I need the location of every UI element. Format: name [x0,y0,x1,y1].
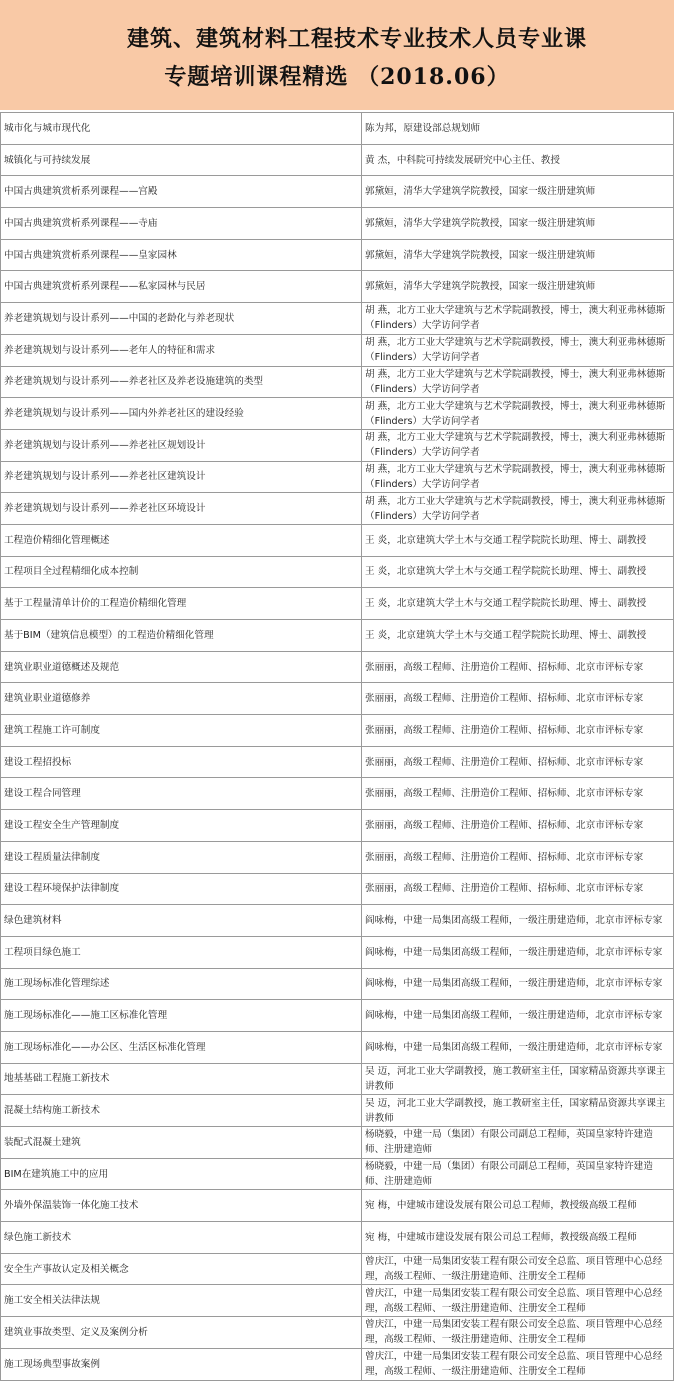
table-row [1,366,674,398]
course-name-cell: 工程项目全过程精细化成本控制 [1,556,362,588]
lecturer-text: 吴 迈，河北工业大学副教授，施工教研室主任，国家精品资源共享课主讲教师 [365,1097,666,1124]
table-row [1,683,674,715]
lecturer-cell [362,1031,674,1063]
lecturer-cell [362,968,674,1000]
lecturer-cell [362,493,674,525]
table-row [1,588,674,620]
lecturer-text: 张丽丽，高级工程师、注册造价工程师、招标师、北京市评标专家 [365,788,644,800]
lecturer-cell [362,936,674,968]
lecturer-cell [362,113,674,145]
table-row [1,968,674,1000]
lecturer-cell [362,1127,674,1159]
table-row [1,144,674,176]
table-row [1,873,674,905]
lecturer-cell [362,1317,674,1349]
course-name-cell: 绿色施工新技术 [1,1222,362,1254]
lecturer-text: 阎咏梅，中建一局集团高级工程师，一级注册建造师，北京市评标专家 [365,946,663,958]
table-row [1,841,674,873]
table-row [1,1158,674,1190]
lecturer-text: 杨晓毅，中建一局（集团）有限公司副总工程师，英国皇家特许建造师、注册建造师 [365,1129,653,1156]
lecturer-cell [362,334,674,366]
lecturer-cell [362,1348,674,1380]
table-row [1,239,674,271]
table-row [1,113,674,145]
table-row [1,303,674,335]
lecturer-cell [362,1190,674,1222]
course-name-cell: 施工现场典型事故案例 [1,1348,362,1380]
lecturer-text: 张丽丽，高级工程师、注册造价工程师、招标师、北京市评标专家 [365,851,644,863]
lecturer-cell [362,1222,674,1254]
lecturer-text: 曾庆江，中建一局集团安装工程有限公司安全总监、项目管理中心总经理，高级工程师、一级注册建造师、注册安全工程师 [365,1351,663,1378]
course-name-cell: 城镇化与可持续发展 [1,144,362,176]
course-name-cell: 建设工程合同管理 [1,778,362,810]
table-row [1,524,674,556]
lecturer-text: 阎咏梅，中建一局集团高级工程师，一级注册建造师，北京市评标专家 [365,1010,663,1022]
lecturer-cell [362,303,674,335]
table-row [1,1348,674,1380]
lecturer-cell [362,366,674,398]
course-name-cell: 养老建筑规划与设计系列——养老社区规划设计 [1,429,362,461]
lecturer-cell [362,429,674,461]
lecturer-text: 胡 燕，北方工业大学建筑与艺术学院副教授，博士，澳大利亚弗林德斯（Flinders）大学访问学者 [365,337,666,364]
lecturer-text: 宛 梅，中建城市建设发展有限公司总工程师，教授级高级工程师 [365,1200,637,1212]
table-row [1,1063,674,1095]
course-name-cell: 基于工程量清单计价的工程造价精细化管理 [1,588,362,620]
lecturer-cell [362,841,674,873]
lecturer-text: 宛 梅，中建城市建设发展有限公司总工程师，教授级高级工程师 [365,1231,637,1243]
lecturer-text: 郭黛姮，清华大学建筑学院教授，国家一级注册建筑师 [365,281,596,293]
course-name-cell: 建筑工程施工许可制度 [1,715,362,747]
lecturer-cell [362,1253,674,1285]
lecturer-cell [362,461,674,493]
course-name-cell: 基于BIM（建筑信息模型）的工程造价精细化管理 [1,620,362,652]
course-name-cell: 中国古典建筑赏析系列课程——宫殿 [1,176,362,208]
lecturer-text: 胡 燕，北方工业大学建筑与艺术学院副教授，博士，澳大利亚弗林德斯（Flinders）大学访问学者 [365,368,666,395]
course-name-cell: 建设工程质量法律制度 [1,841,362,873]
table-row [1,1317,674,1349]
course-name-cell: 安全生产事故认定及相关概念 [1,1253,362,1285]
lecturer-cell [362,778,674,810]
course-name-cell: 施工安全相关法律法规 [1,1285,362,1317]
course-name-cell: BIM在建筑施工中的应用 [1,1158,362,1190]
table-row [1,556,674,588]
table-row [1,334,674,366]
table-row [1,1285,674,1317]
lecturer-text: 陈为邦，原建设部总规划师 [365,122,481,134]
table-row [1,778,674,810]
table-row [1,810,674,842]
lecturer-cell [362,271,674,303]
lecturer-text: 张丽丽，高级工程师、注册造价工程师、招标师、北京市评标专家 [365,724,644,736]
lecturer-cell [362,398,674,430]
course-name-cell: 建设工程招投标 [1,746,362,778]
lecturer-cell [362,905,674,937]
course-name-cell: 养老建筑规划与设计系列——老年人的特征和需求 [1,334,362,366]
course-name-cell: 外墙外保温装饰一体化施工技术 [1,1190,362,1222]
lecturer-cell [362,144,674,176]
lecturer-text: 张丽丽，高级工程师、注册造价工程师、招标师、北京市评标专家 [365,756,644,768]
lecturer-text: 张丽丽，高级工程师、注册造价工程师、招标师、北京市评标专家 [365,819,644,831]
table-row [1,1095,674,1127]
table-row [1,461,674,493]
table-row [1,1190,674,1222]
lecturer-cell [362,683,674,715]
lecturer-text: 阎咏梅，中建一局集团高级工程师，一级注册建造师，北京市评标专家 [365,978,663,990]
course-name-cell: 建筑业职业道德概述及规范 [1,651,362,683]
lecturer-cell [362,208,674,240]
course-name-cell: 建设工程环境保护法律制度 [1,873,362,905]
lecturer-text: 胡 燕，北方工业大学建筑与艺术学院副教授，博士，澳大利亚弗林德斯（Flinders）大学访问学者 [365,463,666,490]
course-name-cell: 中国古典建筑赏析系列课程——寺庙 [1,208,362,240]
lecturer-text: 郭黛姮，清华大学建筑学院教授，国家一级注册建筑师 [365,249,596,261]
course-name-cell: 养老建筑规划与设计系列——养老社区建筑设计 [1,461,362,493]
lecturer-cell [362,1285,674,1317]
table-row [1,398,674,430]
table-row [1,651,674,683]
lecturer-cell [362,1063,674,1095]
lecturer-text: 胡 燕，北方工业大学建筑与艺术学院副教授，博士，澳大利亚弗林德斯（Flinders）大学访问学者 [365,432,666,459]
lecturer-text: 杨晓毅，中建一局（集团）有限公司副总工程师，英国皇家特许建造师、注册建造师 [365,1161,653,1188]
course-name-cell: 养老建筑规划与设计系列——中国的老龄化与养老现状 [1,303,362,335]
lecturer-text: 王 炎，北京建筑大学土木与交通工程学院院长助理、博士、副教授 [365,629,647,641]
lecturer-cell [362,1158,674,1190]
course-name-cell: 中国古典建筑赏析系列课程——私家园林与民居 [1,271,362,303]
lecturer-text: 胡 燕，北方工业大学建筑与艺术学院副教授，博士，澳大利亚弗林德斯（Flinders）大学访问学者 [365,305,666,332]
lecturer-cell [362,620,674,652]
table-row [1,1127,674,1159]
table-row [1,271,674,303]
lecturer-text: 吴 迈，河北工业大学副教授，施工教研室主任，国家精品资源共享课主讲教师 [365,1065,666,1092]
course-name-cell: 建筑业事故类型、定义及案例分析 [1,1317,362,1349]
table-row [1,1000,674,1032]
lecturer-text: 郭黛姮，清华大学建筑学院教授，国家一级注册建筑师 [365,217,596,229]
lecturer-cell [362,810,674,842]
lecturer-text: 王 炎，北京建筑大学土木与交通工程学院院长助理、博士、副教授 [365,534,647,546]
table-row [1,746,674,778]
page-title: 建筑、建筑材料工程技术专业技术人员专业课 [126,26,587,52]
lecturer-text: 郭黛姮，清华大学建筑学院教授，国家一级注册建筑师 [365,186,596,198]
table-row [1,176,674,208]
course-name-cell: 绿色建筑材料 [1,905,362,937]
course-name-cell: 中国古典建筑赏析系列课程——皇家园林 [1,239,362,271]
table-row [1,715,674,747]
lecturer-text: 阎咏梅，中建一局集团高级工程师，一级注册建造师，北京市评标专家 [365,1041,663,1053]
lecturer-text: 阎咏梅，中建一局集团高级工程师，一级注册建造师，北京市评标专家 [365,915,663,927]
course-name-cell: 混凝土结构施工新技术 [1,1095,362,1127]
course-name-cell: 工程造价精细化管理概述 [1,524,362,556]
course-name-cell: 养老建筑规划与设计系列——国内外养老社区的建设经验 [1,398,362,430]
course-name-cell: 施工现场标准化——施工区标准化管理 [1,1000,362,1032]
title-banner [0,0,674,110]
lecturer-text: 王 炎，北京建筑大学土木与交通工程学院院长助理、博士、副教授 [365,598,647,610]
lecturer-cell [362,176,674,208]
lecturer-cell [362,556,674,588]
lecturer-cell [362,588,674,620]
lecturer-cell [362,715,674,747]
course-name-cell: 建筑业职业道德修养 [1,683,362,715]
lecturer-text: 王 炎，北京建筑大学土木与交通工程学院院长助理、博士、副教授 [365,566,647,578]
lecturer-cell [362,524,674,556]
course-name-cell: 养老建筑规划与设计系列——养老社区及养老设施建筑的类型 [1,366,362,398]
lecturer-text: 胡 燕，北方工业大学建筑与艺术学院副教授，博士，澳大利亚弗林德斯（Flinders）大学访问学者 [365,495,666,522]
lecturer-text: 黄 杰，中科院可持续发展研究中心主任、教授 [365,154,560,166]
table-row [1,936,674,968]
course-name-cell: 地基基础工程施工新技术 [1,1063,362,1095]
table-row [1,429,674,461]
lecturer-cell [362,239,674,271]
lecturer-text: 张丽丽，高级工程师、注册造价工程师、招标师、北京市评标专家 [365,693,644,705]
table-row [1,620,674,652]
course-name-cell: 施工现场标准化管理综述 [1,968,362,1000]
table-row [1,1253,674,1285]
lecturer-text: 胡 燕，北方工业大学建筑与艺术学院副教授，博士，澳大利亚弗林德斯（Flinders）大学访问学者 [365,400,666,427]
table-row [1,1031,674,1063]
page-subtitle: 专题培训课程精选 （2018.06） [164,64,510,90]
lecturer-cell [362,746,674,778]
lecturer-cell [362,651,674,683]
lecturer-text: 曾庆江，中建一局集团安装工程有限公司安全总监、项目管理中心总经理，高级工程师、一级注册建造师、注册安全工程师 [365,1287,663,1314]
course-name-cell: 建设工程安全生产管理制度 [1,810,362,842]
lecturer-cell [362,1095,674,1127]
course-name-cell: 养老建筑规划与设计系列——养老社区环境设计 [1,493,362,525]
table-row [1,208,674,240]
lecturer-text: 张丽丽，高级工程师、注册造价工程师、招标师、北京市评标专家 [365,661,644,673]
table-row [1,493,674,525]
course-name-cell: 工程项目绿色施工 [1,936,362,968]
lecturer-cell [362,1000,674,1032]
course-name-cell: 装配式混凝土建筑 [1,1127,362,1159]
course-name-cell: 施工现场标准化——办公区、生活区标准化管理 [1,1031,362,1063]
course-name-cell: 城市化与城市现代化 [1,113,362,145]
course-table-body [1,113,674,1381]
course-table [0,112,674,1381]
lecturer-text: 曾庆江，中建一局集团安装工程有限公司安全总监、项目管理中心总经理，高级工程师、一级注册建造师、注册安全工程师 [365,1319,663,1346]
lecturer-text: 曾庆江，中建一局集团安装工程有限公司安全总监、项目管理中心总经理，高级工程师、一级注册建造师、注册安全工程师 [365,1256,663,1283]
lecturer-cell [362,873,674,905]
lecturer-text: 张丽丽，高级工程师、注册造价工程师、招标师、北京市评标专家 [365,883,644,895]
table-row [1,1222,674,1254]
table-row [1,905,674,937]
